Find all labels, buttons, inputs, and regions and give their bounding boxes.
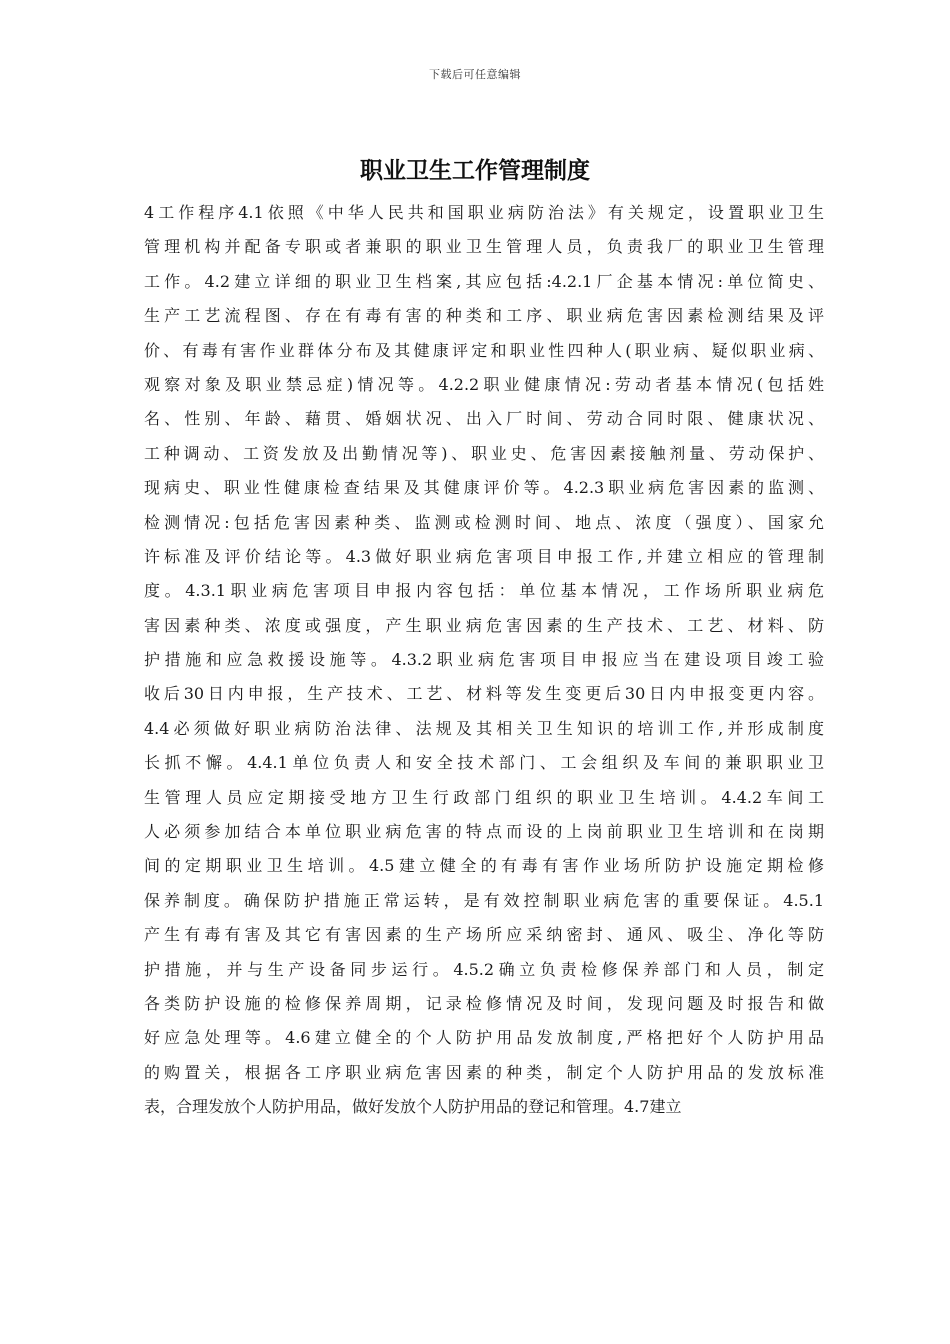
body-line: 生管理人员应定期接受地方卫生行政部门组织的职业卫生培训。4.4.2车间工 — [144, 787, 824, 807]
document-body — [144, 196, 824, 1125]
body-line: 间的定期职业卫生培训。4.5建立健全的有毒有害作业场所防护设施定期检修 — [144, 856, 824, 876]
body-line: 护措施和应急救援设施等。4.3.2职业病危害项目申报应当在建设项目竣工验 — [144, 650, 824, 670]
body-line: 现病史、职业性健康检查结果及其健康评价等。4.2.3职业病危害因素的监测、 — [144, 478, 824, 498]
body-line: 度。4.3.1职业病危害项目申报内容包括：单位基本情况，工作场所职业病危 — [144, 581, 824, 601]
body-line: 检测情况:包括危害因素种类、监测或检测时间、地点、浓度（强度）、国家允 — [144, 512, 824, 532]
body-line: 表，合理发放个人防护用品，做好发放个人防护用品的登记和管理。4.7建立 — [144, 1097, 682, 1117]
body-line: 产生有毒有害及其它有害因素的生产场所应采纳密封、通风、吸尘、净化等防 — [144, 925, 824, 945]
body-line: 生产工艺流程图、存在有毒有害的种类和工序、职业病危害因素检测结果及评 — [144, 306, 824, 326]
header-note: 下载后可任意编辑 — [429, 68, 521, 81]
body-line: 管理机构并配备专职或者兼职的职业卫生管理人员，负责我厂的职业卫生管理 — [144, 237, 824, 257]
body-line: 许标准及评价结论等。4.3做好职业病危害项目申报工作,并建立相应的管理制 — [144, 546, 824, 566]
body-line: 名、性别、年龄、藉贯、婚姻状况、出入厂时间、劳动合同时限、健康状况、 — [144, 409, 824, 429]
body-line: 4工作程序4.1依照《中华人民共和国职业病防治法》有关规定，设置职业卫生 — [144, 203, 824, 222]
body-line: 害因素种类、浓度或强度，产生职业病危害因素的生产技术、工艺、材料、防 — [144, 615, 824, 635]
body-line: 保养制度。确保防护措施正常运转，是有效控制职业病危害的重要保证。4.5.1 — [144, 890, 824, 910]
body-line: 4.4必须做好职业病防治法律、法规及其相关卫生知识的培训工作,并形成制度 — [144, 718, 824, 738]
body-line: 长抓不懈。4.4.1单位负责人和安全技术部门、工会组织及车间的兼职职业卫 — [144, 753, 824, 773]
body-line: 各类防护设施的检修保养周期，记录检修情况及时间，发现问题及时报告和做 — [144, 993, 824, 1013]
body-line: 护措施，并与生产设备同步运行。4.5.2确立负责检修保养部门和人员，制定 — [144, 959, 824, 979]
body-line: 工种调动、工资发放及出勤情况等)、职业史、危害因素接触剂量、劳动保护、 — [144, 443, 824, 463]
body-line: 工作。4.2建立详细的职业卫生档案,其应包括:4.2.1厂企基本情况:单位简史、 — [144, 271, 824, 291]
document-title: 职业卫生工作管理制度 — [360, 158, 590, 184]
body-line: 好应急处理等。4.6建立健全的个人防护用品发放制度,严格把好个人防护用品 — [144, 1028, 824, 1048]
body-line: 的购置关，根据各工序职业病危害因素的种类，制定个人防护用品的发放标准 — [144, 1062, 824, 1082]
body-line: 价、有毒有害作业群体分布及其健康评定和职业性四种人(职业病、疑似职业病、 — [144, 340, 824, 360]
body-line: 观察对象及职业禁忌症)情况等。4.2.2职业健康情况:劳动者基本情况(包括姓 — [144, 374, 824, 394]
body-line: 收后30日内申报，生产技术、工艺、材料等发生变更后30日内申报变更内容。 — [144, 684, 824, 704]
body-line: 人必须参加结合本单位职业病危害的特点而设的上岗前职业卫生培训和在岗期 — [144, 822, 824, 842]
